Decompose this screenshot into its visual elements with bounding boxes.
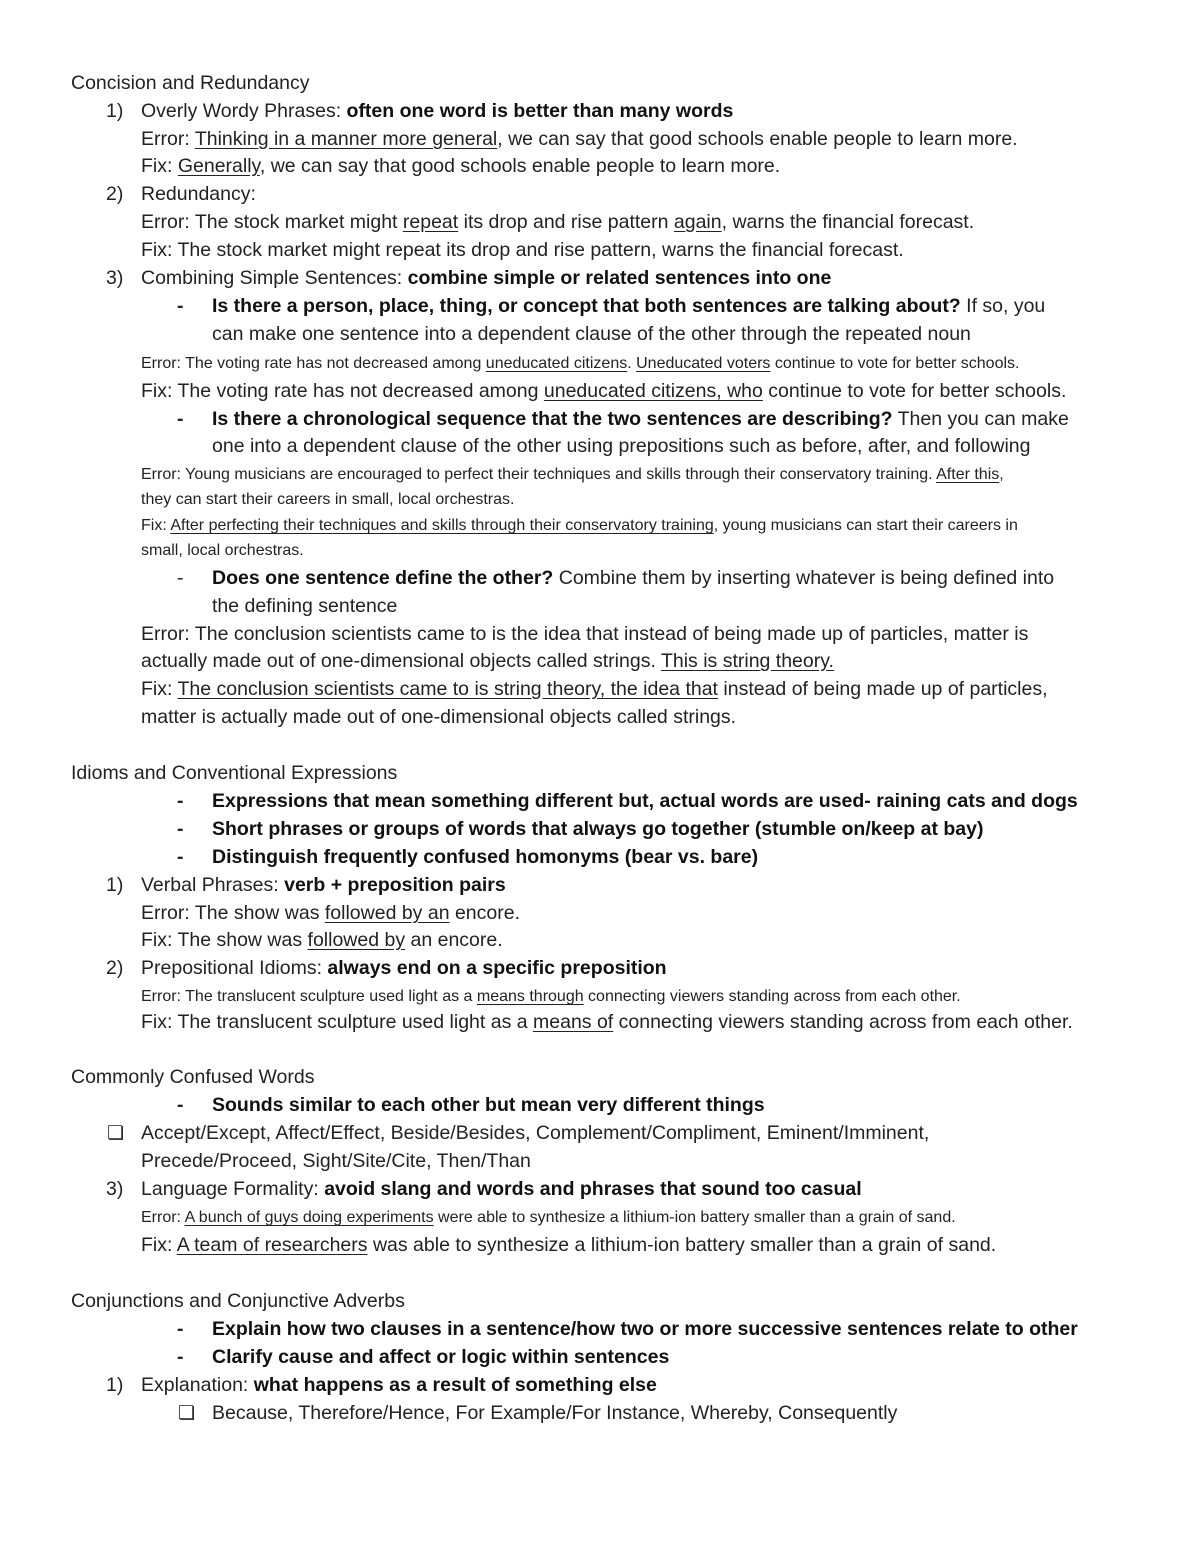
item-emphasis: often one word is better than many words xyxy=(346,100,734,122)
bullet-emphasis: Does one sentence define the other? xyxy=(212,567,554,589)
item-language-formality xyxy=(141,1176,862,1203)
bullet-emphasis: Sounds similar to each other but mean very different things xyxy=(212,1094,765,1116)
underlined-text: again xyxy=(673,211,722,233)
bullet-expressions xyxy=(212,788,1078,815)
example-text: was able to synthesize a lithium-ion battery smaller than a grain of sand. xyxy=(367,1234,997,1256)
bullet-emphasis: Is there a chronological sequence that the two sentences are describing? xyxy=(212,408,893,430)
item-overly-wordy xyxy=(141,98,733,125)
item-number: 1) xyxy=(106,1374,124,1396)
item-emphasis: what happens as a result of something else xyxy=(253,1374,657,1396)
dash-bullet: - xyxy=(177,567,184,589)
fix-example xyxy=(141,514,1018,538)
fix-example xyxy=(141,378,1066,405)
bullet-sounds-similar xyxy=(212,1092,765,1119)
fix-example xyxy=(141,927,503,954)
fix-example xyxy=(141,1232,996,1259)
example-text: encore. xyxy=(449,902,521,924)
example-text: Error: The show was xyxy=(141,902,325,924)
fix-example xyxy=(141,1009,1073,1036)
bullet-continuation: one into a dependent clause of the other using prepositions such as before, after, and following xyxy=(212,435,1031,457)
example-text: Fix: xyxy=(141,1234,177,1256)
dash-bullet: - xyxy=(177,1318,184,1340)
bullet-emphasis: Distinguish frequently confused homonyms (bear vs. bare) xyxy=(212,846,759,868)
underlined-text: A bunch of guys doing experiments xyxy=(184,1209,434,1226)
item-number: 2) xyxy=(106,957,124,979)
item-emphasis: avoid slang and words and phrases that sound too casual xyxy=(324,1178,862,1200)
dash-bullet: - xyxy=(177,408,184,430)
item-combining xyxy=(141,265,831,292)
underlined-text: This is string theory. xyxy=(660,650,834,672)
underlined-text: A team of researchers xyxy=(176,1234,368,1256)
dash-bullet: - xyxy=(177,818,184,840)
example-text: , we can say that good schools enable people to learn more. xyxy=(497,128,1018,150)
example-text: an encore. xyxy=(405,929,503,951)
example-text: Error: Young musicians are encouraged to perfect their techniques and skills through their conservatory training. xyxy=(141,466,937,483)
item-number: 2) xyxy=(106,183,124,205)
error-example xyxy=(141,1206,956,1230)
section-heading-concision: Concision and Redundancy xyxy=(71,72,310,94)
checkbox-bullet-icon: ❏ xyxy=(107,1123,125,1144)
item-number: 3) xyxy=(106,267,124,289)
fix-example xyxy=(141,153,780,180)
bullet-chronological xyxy=(212,406,1069,433)
example-text: Fix: xyxy=(141,678,178,700)
example-text: actually made out of one-dimensional objects called strings. xyxy=(141,650,661,672)
underlined-text: uneducated citizens, who xyxy=(543,380,763,402)
underlined-text: means of xyxy=(533,1011,614,1033)
example-text: Fix: The voting rate has not decreased among xyxy=(141,380,544,402)
underlined-text: uneducated citizens xyxy=(485,355,628,372)
example-text: , xyxy=(999,466,1004,483)
example-text: . xyxy=(627,355,637,372)
example-text: Error: The translucent sculpture used light as a xyxy=(141,988,477,1005)
example-text: continue to vote for better schools. xyxy=(762,380,1067,402)
section-heading-confused-words: Commonly Confused Words xyxy=(71,1066,315,1088)
underlined-text: Uneducated voters xyxy=(636,355,771,372)
error-example xyxy=(141,900,520,927)
example-text: Error: The voting rate has not decreased among xyxy=(141,355,486,372)
bullet-continuation: the defining sentence xyxy=(212,595,398,617)
dash-bullet: - xyxy=(177,1094,184,1116)
example-text: , warns the financial forecast. xyxy=(721,211,975,233)
example-text: Fix: xyxy=(141,517,171,534)
item-label: Language Formality: xyxy=(141,1178,325,1200)
example-text: connecting viewers standing across from each other. xyxy=(583,988,961,1005)
underlined-text: repeat xyxy=(402,211,459,233)
error-example xyxy=(141,352,1019,376)
bullet-emphasis: Short phrases or groups of words that always go together (stumble on/keep at bay) xyxy=(212,818,984,840)
item-redundancy: Redundancy: xyxy=(141,183,256,205)
fix-example: Fix: The stock market might repeat its drop and rise pattern, warns the financial forecast. xyxy=(141,239,904,261)
bullet-define xyxy=(212,565,1054,592)
dash-bullet: - xyxy=(177,790,184,812)
example-text: instead of being made up of particles, xyxy=(717,678,1048,700)
underlined-text: The conclusion scientists came to is string theory, the idea that xyxy=(177,678,718,700)
bullet-homonyms xyxy=(212,844,758,871)
fix-example xyxy=(141,676,1048,703)
error-continuation: they can start their careers in small, local orchestras. xyxy=(141,491,515,508)
bullet-text: Then you can make xyxy=(892,408,1069,430)
underlined-text: Generally xyxy=(177,155,260,177)
fix-label: Fix: xyxy=(141,155,178,177)
item-label: Combining Simple Sentences: xyxy=(141,267,408,289)
bullet-text: Combine them by inserting whatever is being defined into xyxy=(553,567,1055,589)
error-example xyxy=(141,209,974,236)
explanation-words-list: Because, Therefore/Hence, For Example/For Instance, Whereby, Consequently xyxy=(212,1402,898,1424)
bullet-emphasis: Is there a person, place, thing, or concept that both sentences are talking about? xyxy=(212,295,961,317)
error-example xyxy=(141,463,1004,487)
item-label: Prepositional Idioms: xyxy=(141,957,328,979)
item-label: Overly Wordy Phrases: xyxy=(141,100,347,122)
underlined-text: followed by an xyxy=(324,902,450,924)
dash-bullet: - xyxy=(177,295,184,317)
confused-words-list-continuation: Precede/Proceed, Sight/Site/Cite, Then/Than xyxy=(141,1150,531,1172)
bullet-explain-clauses xyxy=(212,1316,1078,1343)
example-text: Fix: The translucent sculpture used light as a xyxy=(141,1011,534,1033)
underlined-text: means through xyxy=(476,988,584,1005)
confused-words-list: Accept/Except, Affect/Effect, Beside/Besides, Complement/Compliment, Eminent/Imminent, xyxy=(141,1122,930,1144)
bullet-short-phrases xyxy=(212,816,983,843)
section-heading-conjunctions: Conjunctions and Conjunctive Adverbs xyxy=(71,1290,405,1312)
item-emphasis: combine simple or related sentences into one xyxy=(407,267,832,289)
fix-continuation: matter is actually made out of one-dimensional objects called strings. xyxy=(141,706,737,728)
bullet-clarify-cause xyxy=(212,1344,669,1371)
example-text: were able to synthesize a lithium-ion battery smaller than a grain of sand. xyxy=(433,1209,956,1226)
item-prepositional-idioms xyxy=(141,955,667,982)
underlined-text: Thinking in a manner more general xyxy=(194,128,498,150)
bullet-emphasis: Expressions that mean something different but, actual words are used- raining cats and dogs xyxy=(212,790,1078,812)
underlined-text: followed by xyxy=(307,929,406,951)
underlined-text: After perfecting their techniques and skills through their conservatory training xyxy=(170,517,714,534)
item-number: 3) xyxy=(106,1178,124,1200)
dash-bullet: - xyxy=(177,1346,184,1368)
error-label: Error: xyxy=(141,128,195,150)
example-text: its drop and rise pattern xyxy=(458,211,674,233)
item-label: Verbal Phrases: xyxy=(141,874,285,896)
error-continuation xyxy=(141,648,834,675)
example-text: , young musicians can start their careers in xyxy=(713,517,1018,534)
checkbox-bullet-icon: ❏ xyxy=(178,1403,196,1424)
example-text: , we can say that good schools enable people to learn more. xyxy=(259,155,781,177)
item-number: 1) xyxy=(106,100,124,122)
example-text: Fix: The show was xyxy=(141,929,308,951)
bullet-continuation: can make one sentence into a dependent clause of the other through the repeated noun xyxy=(212,323,971,345)
section-heading-idioms: Idioms and Conventional Expressions xyxy=(71,762,398,784)
item-verbal-phrases xyxy=(141,872,506,899)
item-number: 1) xyxy=(106,874,124,896)
example-text: Error: xyxy=(141,1209,185,1226)
item-explanation xyxy=(141,1372,657,1399)
example-text: continue to vote for better schools. xyxy=(770,355,1020,372)
example-text: Error: The stock market might xyxy=(141,211,403,233)
bullet-emphasis: Explain how two clauses in a sentence/how two or more successive sentences relate to other xyxy=(212,1318,1078,1340)
error-example: Error: The conclusion scientists came to is the idea that instead of being made up of particles, matter is xyxy=(141,623,1029,645)
underlined-text: After this xyxy=(936,466,1000,483)
item-emphasis: always end on a specific preposition xyxy=(327,957,667,979)
bullet-person-place xyxy=(212,293,1045,320)
example-text: connecting viewers standing across from each other. xyxy=(613,1011,1073,1033)
item-label: Explanation: xyxy=(141,1374,254,1396)
bullet-text: If so, you xyxy=(960,295,1046,317)
dash-bullet: - xyxy=(177,846,184,868)
error-example xyxy=(141,126,1018,153)
item-emphasis: verb + preposition pairs xyxy=(284,874,506,896)
fix-continuation: small, local orchestras. xyxy=(141,542,304,559)
error-example xyxy=(141,985,961,1009)
bullet-emphasis: Clarify cause and affect or logic within sentences xyxy=(212,1346,670,1368)
